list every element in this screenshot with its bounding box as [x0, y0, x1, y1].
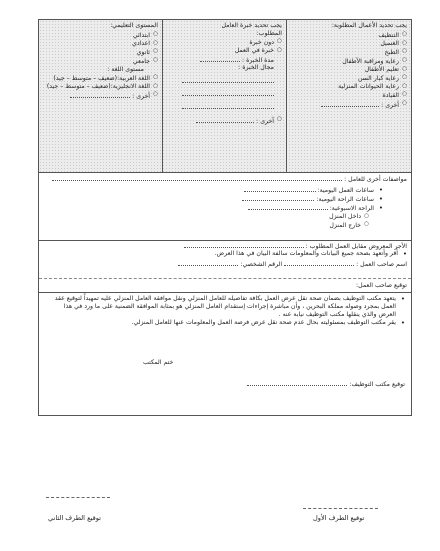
experience-other-row [164, 117, 282, 126]
checkbox-item[interactable]: ○ خبرة في العمل [164, 47, 282, 56]
other-input-line[interactable] [321, 101, 379, 107]
work-needed-list [288, 32, 407, 109]
checkbox-item[interactable]: ○ جامعي [41, 58, 158, 67]
experience-column [164, 22, 282, 174]
checkbox-item[interactable]: ○ دون خبرة [164, 39, 282, 48]
experience-field-input[interactable] [182, 90, 274, 96]
hours-input[interactable] [244, 186, 316, 192]
experience-list [164, 39, 282, 56]
checkbox-item[interactable]: ○ اعدادي [41, 40, 158, 49]
column-divider [286, 20, 287, 172]
office-commitments [47, 295, 405, 327]
circle-icon: ○ [277, 116, 282, 123]
form-page [38, 19, 412, 416]
wage-input[interactable] [184, 242, 304, 248]
section-divider [39, 172, 411, 173]
language-list [41, 75, 158, 101]
work-needed-column [288, 22, 407, 174]
checkbox-item[interactable]: ○ ابتدائي [41, 32, 158, 41]
employer-signature-label: توقيع صاحب العمل: [356, 282, 407, 289]
checkbox-item[interactable] [288, 101, 407, 110]
education-list [41, 32, 158, 66]
wage-label: الأجر المعروض مقابل العمل المطلوب : [305, 243, 407, 250]
checkbox-item[interactable] [41, 92, 158, 101]
stamp-label: ختم المكتب [143, 359, 174, 366]
first-party-signature-line[interactable] [303, 508, 378, 509]
checkbox-item[interactable]: ○ خارج المنزل [183, 222, 369, 231]
experience-title-2: المطلوب: [256, 29, 282, 37]
hours-list [183, 186, 383, 213]
other-specs-label: مواصفات أخرى للعامل : [344, 176, 407, 183]
commitment-item: • يقر مكتب التوظيف بمسئوليته بحال عدم صحة نقل عرض فرصة العمل والمعلومات عنها للعامل المنزلي. [47, 319, 405, 327]
language-other-input[interactable] [70, 92, 130, 98]
hours-input[interactable] [242, 195, 314, 201]
employer-name-row [178, 260, 407, 269]
declaration-list [47, 250, 407, 258]
checkbox-item[interactable]: ○ القيادة [288, 92, 407, 101]
work-needed-title: يجب تحديد الأعمال المطلوبة: [331, 22, 407, 29]
checkbox-item[interactable]: ○ داخل المنزل [183, 213, 369, 222]
experience-title: يجب تحديد خبرة العامل [221, 22, 282, 29]
checkbox-item[interactable]: ○ ثانوي [41, 49, 158, 58]
language-title: مستوى اللغة : [107, 66, 144, 74]
education-column [41, 22, 158, 174]
commitment-item: • يتعهد مكتب التوظيف بضمان صحة نقل عرض العمل بكافة تفاصيله للعامل المنزلي ونقل موافقة العامل المنزلي عليه تمهيداً لتوقيع عقد العمل بمجرد وصوله مملكة البحرين ، وأن مباشرة إجراءات إستقدام العامل المنزلي هو بمثابة الموافقة الضمنية على ما ورد في هذا العرض والذي ينقلها مكتب التوظيف نيابة عنه . [47, 295, 405, 318]
hours-item [183, 186, 383, 195]
section-divider [39, 240, 411, 241]
experience-years-row [164, 56, 282, 65]
office-signature-row [247, 380, 405, 389]
hours-label: الراحة الاسبوعية: [329, 205, 374, 212]
second-party-signature-line[interactable] [46, 497, 110, 498]
section-divider [39, 292, 411, 293]
checkbox-item[interactable]: ○ الطبخ [288, 49, 407, 58]
experience-field-input[interactable] [182, 103, 274, 109]
hours-label: ساعات الراحة اليومية: [316, 196, 374, 203]
other-specs-input[interactable] [52, 175, 342, 181]
hours-input[interactable] [248, 204, 328, 210]
employer-name-label: اسم صاحب العمل : [356, 261, 407, 268]
declaration-block [47, 250, 407, 258]
language-other-label: أخرى : [132, 92, 150, 100]
office-signature-label: توقيع مكتب التوظيف: [349, 381, 405, 388]
other-specs-row [52, 175, 407, 184]
experience-years-input[interactable] [200, 56, 240, 62]
checkbox-item[interactable]: ○ التنظيف [288, 32, 407, 41]
personal-number-input[interactable] [178, 260, 238, 266]
checkbox-item[interactable]: ○ رعاية الحيوانات المنزلية [288, 83, 407, 92]
employer-name-input[interactable] [284, 260, 354, 266]
experience-field-input[interactable] [182, 77, 274, 83]
checkbox-item[interactable]: ○ رعاية ومراقبة الأطفال [288, 58, 407, 67]
hours-label: ساعات العمل اليومية: [317, 187, 374, 194]
experience-field-row [164, 64, 282, 73]
experience-other-input[interactable] [196, 117, 254, 123]
hours-item [183, 204, 383, 213]
experience-field-label: مجال الخبرة : [238, 64, 274, 72]
checkbox-item[interactable]: ○ الغسيل [288, 40, 407, 49]
experience-other-label: أخرى : [256, 117, 274, 125]
second-party-label: توقيع الطرف الثاني [48, 514, 101, 522]
personal-number-label: الرقم الشخصي: [240, 261, 283, 268]
checkbox-item[interactable]: ○ اللغة الانجليزية:(ضعيف – متوسط – جيد) [41, 83, 158, 92]
checkbox-item[interactable]: ○ اللغة العربية:(ضعيف – متوسط – جيد) [41, 75, 158, 84]
location-list [183, 213, 369, 230]
hours-section [183, 186, 383, 230]
education-title: المستوى التعليمي: [110, 22, 158, 29]
checkbox-item[interactable]: ○ رعاية كبار السن [288, 75, 407, 84]
other-label: أخرى : [381, 101, 399, 109]
declaration-text: • أقر وأتعهد بصحة جميع البيانات والمعلومات سالفة البيان في هذا العرض. [47, 250, 407, 258]
section-divider [39, 278, 411, 279]
hours-item [183, 195, 383, 204]
checkbox-item[interactable]: ○ تعليم الأطفال [288, 66, 407, 75]
experience-years-label: مدة الخبرة : [242, 56, 274, 64]
office-signature-input[interactable] [247, 380, 347, 386]
column-divider [162, 20, 163, 172]
first-party-label: توقيع الطرف الأول [313, 514, 365, 522]
commitments-list [47, 295, 405, 327]
